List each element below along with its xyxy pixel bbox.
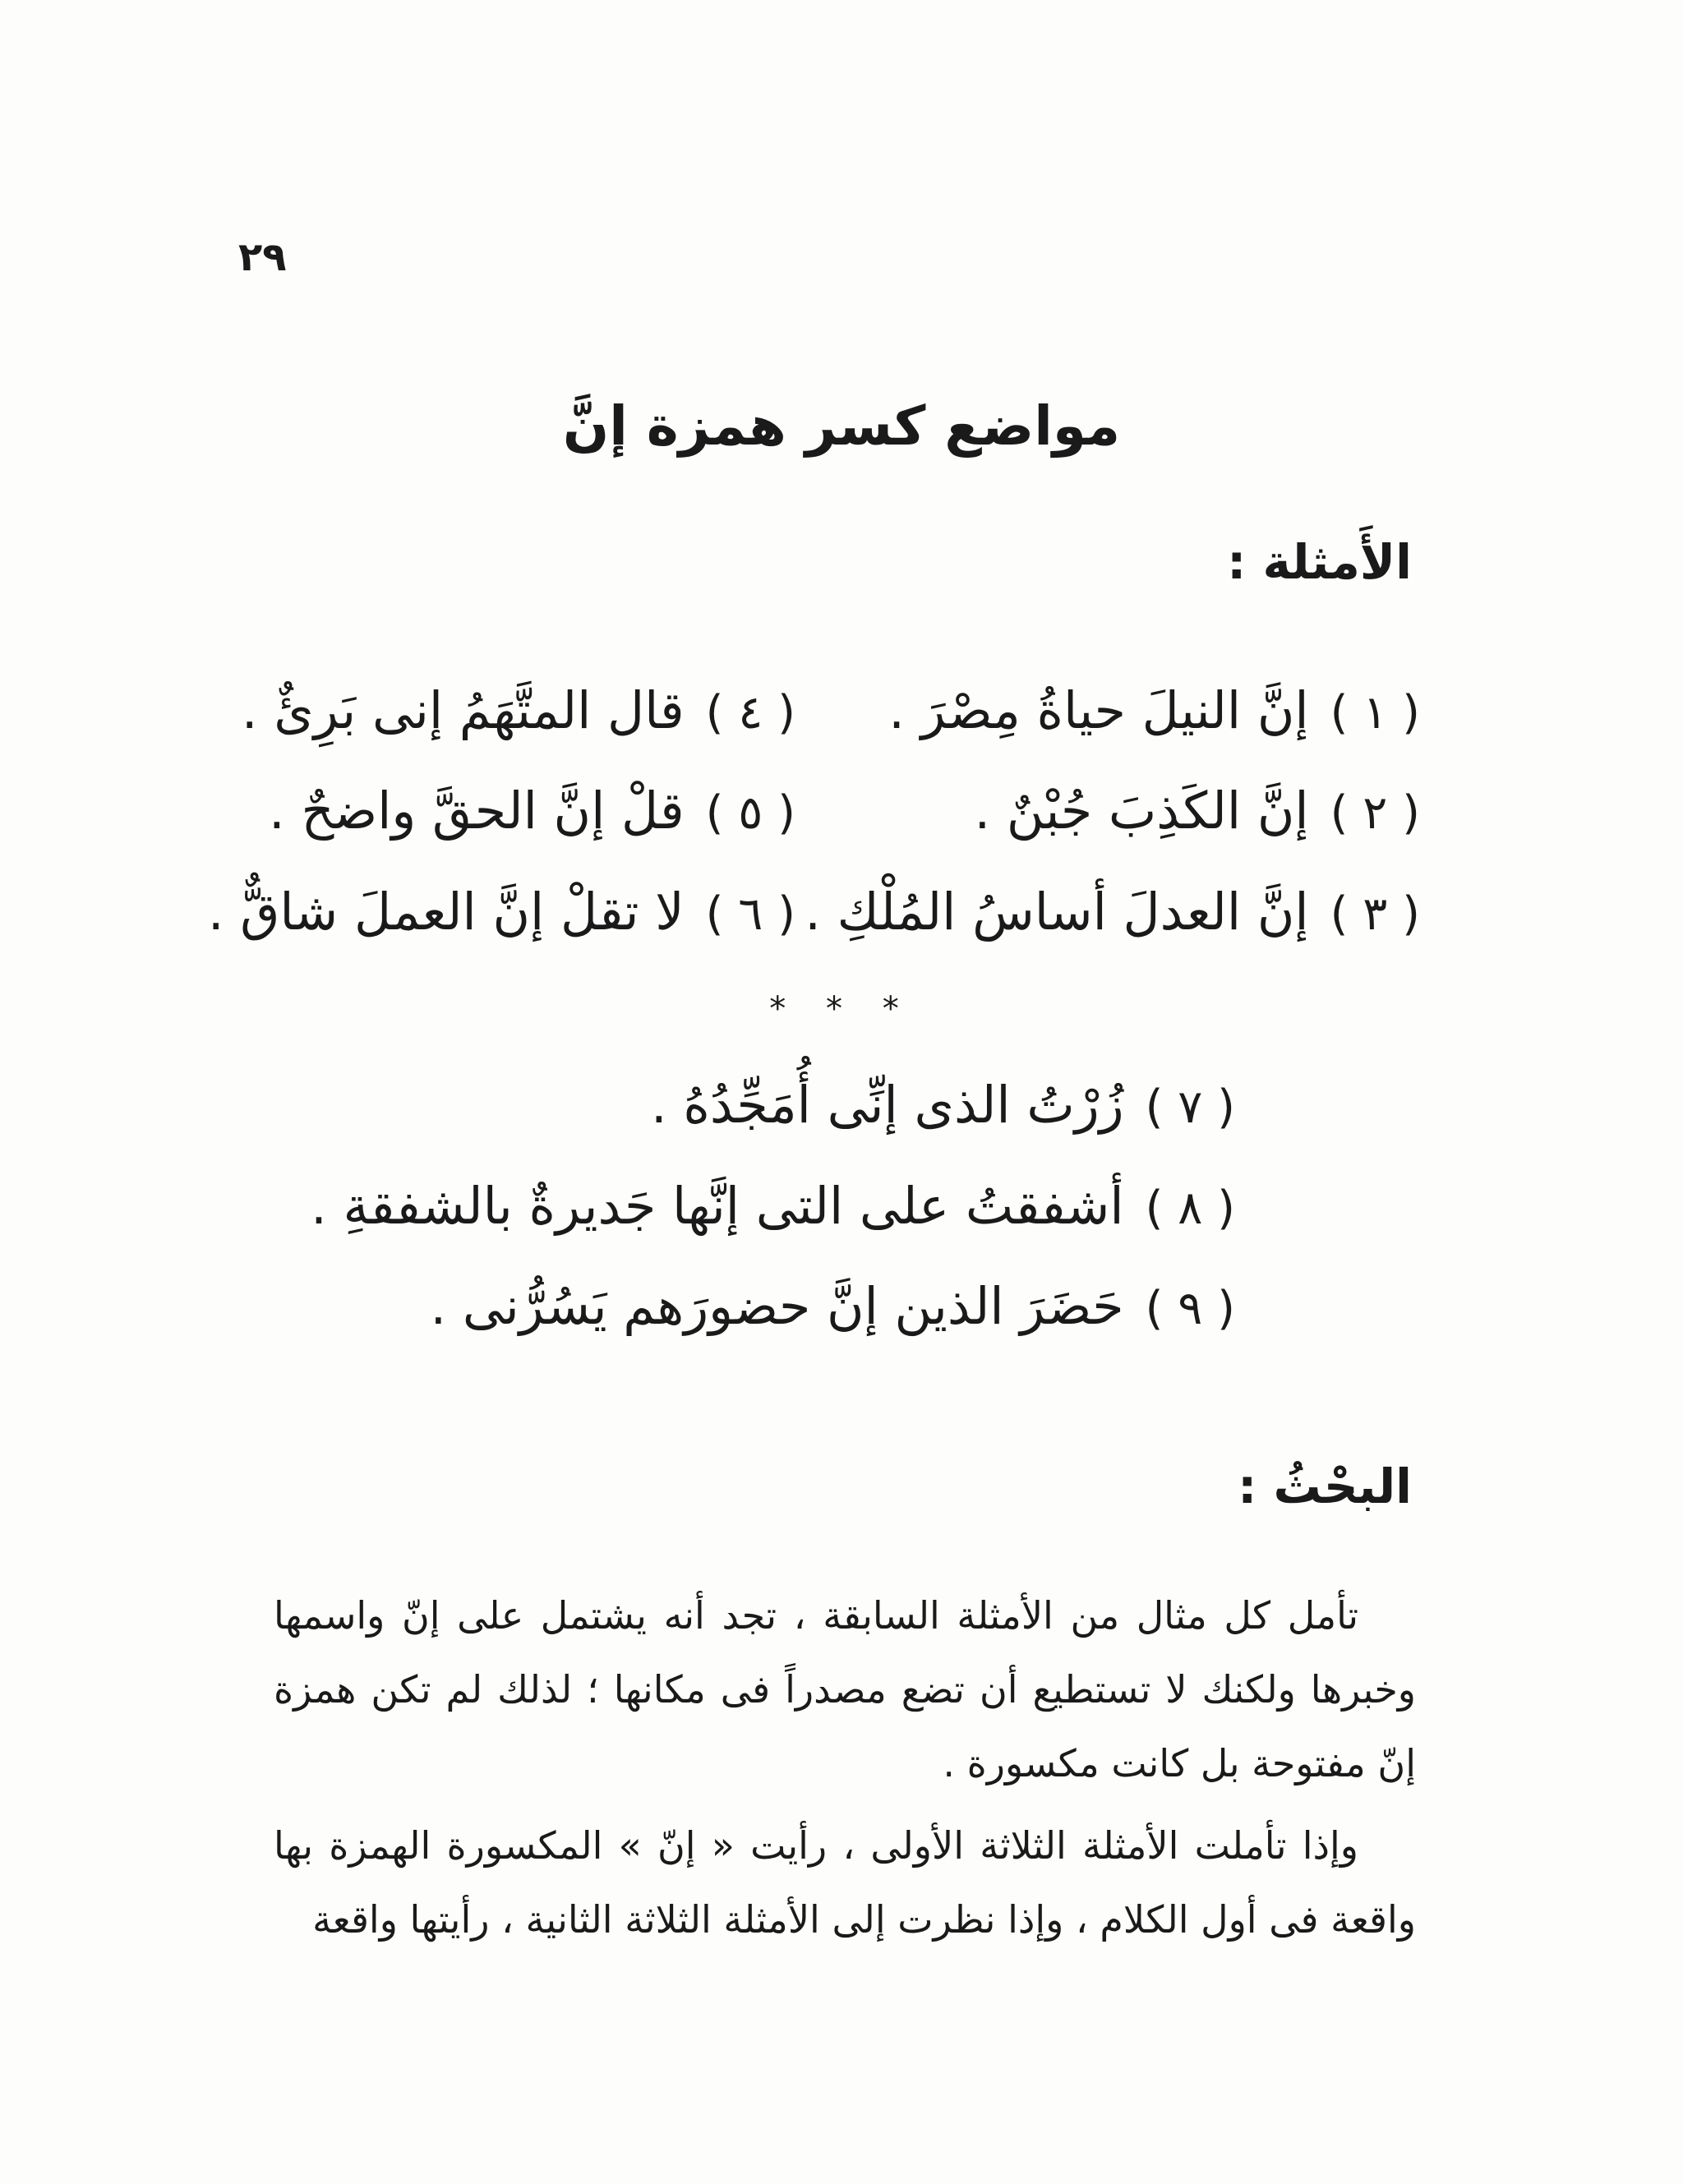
section-separator: * * * (769, 990, 914, 1028)
example-3 (805, 871, 1420, 956)
example-row (207, 871, 1420, 953)
example-text: أشفقتُ على التى إنَّها جَديرةٌ بالشفقةِ . (311, 1176, 1124, 1236)
example-number: ( ٤ ) (705, 686, 795, 740)
example-9 (430, 1265, 1235, 1350)
example-number: ( ٥ ) (705, 786, 795, 840)
example-text: زُرْتُ الذى إنِّى أُمَجِّدُهُ . (650, 1075, 1124, 1135)
example-number: ( ٩ ) (1145, 1282, 1235, 1335)
paragraph: تأمل كل مثال من الأمثلة السابقة ، تجد أنه يشتمل على إنّ واسمها وخبرها ولكنك لا تستطيع أن تضع مصدراً فى مكانها ؛ لذلك لم تكن همزة إنّ مفتوحة بل كانت مكسورة . (274, 1593, 1416, 1785)
example-number: ( ٦ ) (705, 887, 795, 941)
example-4 (242, 670, 795, 754)
example-2 (975, 770, 1420, 855)
example-row (241, 670, 1420, 752)
example-number: ( ٧ ) (1145, 1080, 1235, 1134)
paragraph: وإذا تأملت الأمثلة الثلاثة الأولى ، رأيت « إنّ » المكسورة الهمزة بها واقعة فى أول الكلام ، وإذا نظرت إلى الأمثلة الثلاثة الثانية ، رأيتها واقعة (274, 1823, 1416, 1942)
example-6 (208, 871, 795, 956)
example-text: قلْ إنَّ الحقَّ واضحٌ . (269, 781, 685, 841)
example-5 (269, 770, 795, 855)
example-text: إنَّ العدلَ أساسُ المُلْكِ . (805, 882, 1309, 942)
page-title: مواضع كسر همزة إنَّ (562, 394, 1121, 458)
example-text: إنَّ النيلَ حياةُ مِصْرَ . (888, 680, 1309, 740)
examples-heading: الأَمثلة : (1227, 534, 1412, 590)
example-7 (651, 1064, 1235, 1149)
page-number: ٢٩ (238, 234, 287, 280)
example-text: إنَّ الكَذِبَ جُبْنٌ . (974, 781, 1309, 841)
example-number: ( ٨ ) (1145, 1182, 1235, 1235)
example-number: ( ٢ ) (1330, 786, 1420, 840)
example-text: حَضَرَ الذين إنَّ حضورَهم يَسُرُّنى . (430, 1276, 1124, 1336)
example-number: ( ٣ ) (1330, 887, 1420, 941)
example-text: لا تقلْ إنَّ العملَ شاقٌّ . (207, 882, 685, 942)
research-heading: البحْثُ : (1238, 1458, 1412, 1514)
example-1 (888, 670, 1420, 754)
example-8 (311, 1165, 1235, 1250)
example-number: ( ١ ) (1330, 686, 1420, 740)
example-row (253, 770, 1420, 852)
example-text: قال المتَّهَمُ إنى بَرِئٌ . (241, 680, 685, 740)
